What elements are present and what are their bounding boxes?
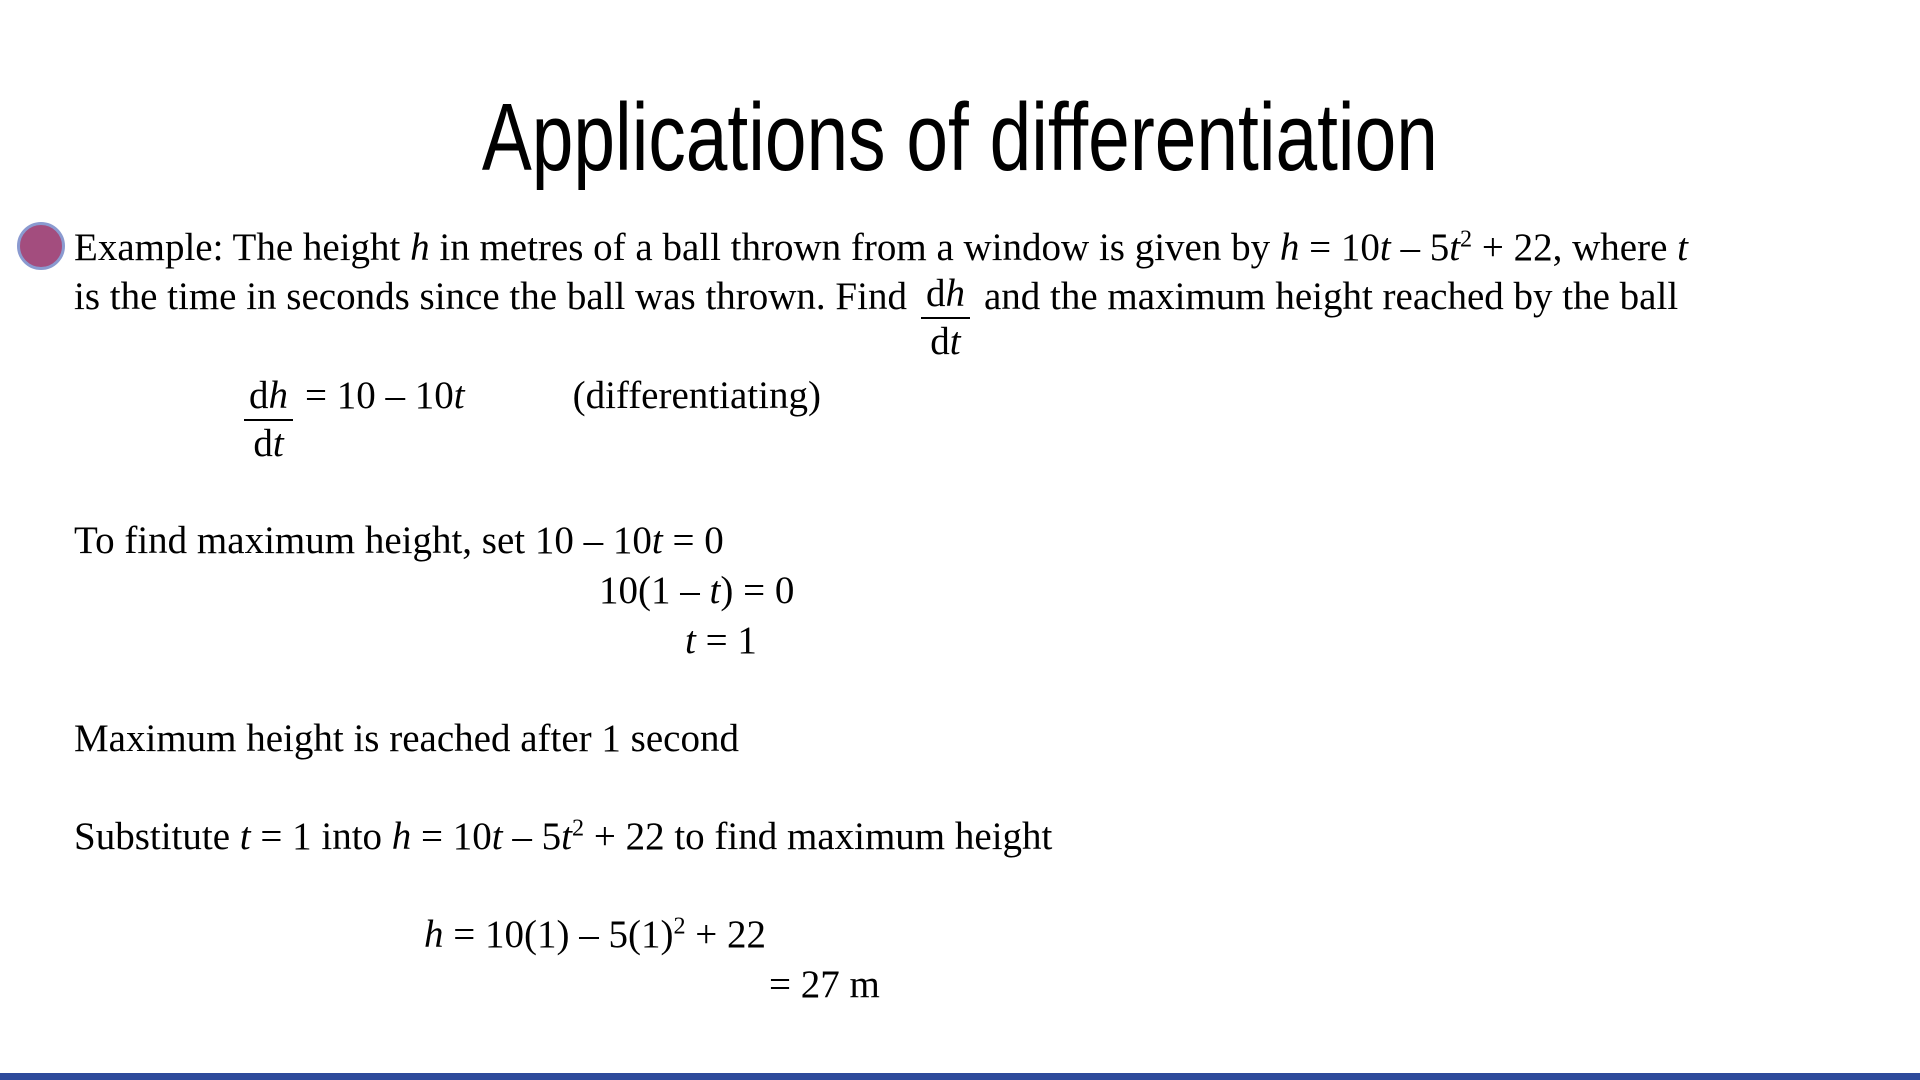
step-set-zero: To find maximum height, set 10 – 10t = 0 bbox=[74, 519, 724, 562]
example-paragraph-line2 bbox=[74, 272, 1920, 363]
substitute-text: Substitute t = 1 into $h = 10t - 5t^2 + 22$ to find maximum height bbox=[74, 814, 1053, 858]
slide-title bbox=[0, 82, 1920, 222]
fraction-denominator: dt bbox=[253, 421, 284, 465]
example-paragraph-line2-after: and the maximum height reached by the ball bbox=[983, 275, 1679, 318]
step-factored: 10(1 – t) = 0 bbox=[599, 569, 795, 612]
slide-title-text: Applications of differentiation bbox=[481, 84, 1439, 191]
dh-dt-fraction-inline bbox=[921, 272, 970, 363]
final-result: = 27 m bbox=[769, 963, 880, 1006]
differentiating-annotation: (differentiating) bbox=[572, 374, 821, 417]
step-solved: t = 1 bbox=[685, 619, 757, 662]
conclusion-time-text: Maximum height is reached after 1 second bbox=[74, 717, 739, 760]
example-paragraph bbox=[74, 223, 1920, 363]
example-paragraph-line1: Example: The height h in metres of a ball thrown from a window is given by $h = 10t - 5t^2 + 22$, where t bbox=[74, 225, 1689, 269]
derivative-equation bbox=[244, 374, 821, 465]
final-equation: $h = 10(1) - 5(1)^2 + 22$ bbox=[424, 912, 767, 956]
example-paragraph-line2-before: is the time in seconds since the ball was thrown. Find bbox=[74, 275, 907, 318]
fraction-numerator: dh bbox=[921, 272, 970, 319]
bottom-accent-bar bbox=[0, 1073, 1920, 1080]
bullet-circle-icon bbox=[17, 222, 65, 270]
fraction-numerator: dh bbox=[244, 374, 293, 421]
fraction-denominator: dt bbox=[930, 319, 961, 363]
derivative-equation-rhs: = 10 – 10t bbox=[305, 374, 465, 417]
dh-dt-fraction bbox=[244, 374, 293, 465]
